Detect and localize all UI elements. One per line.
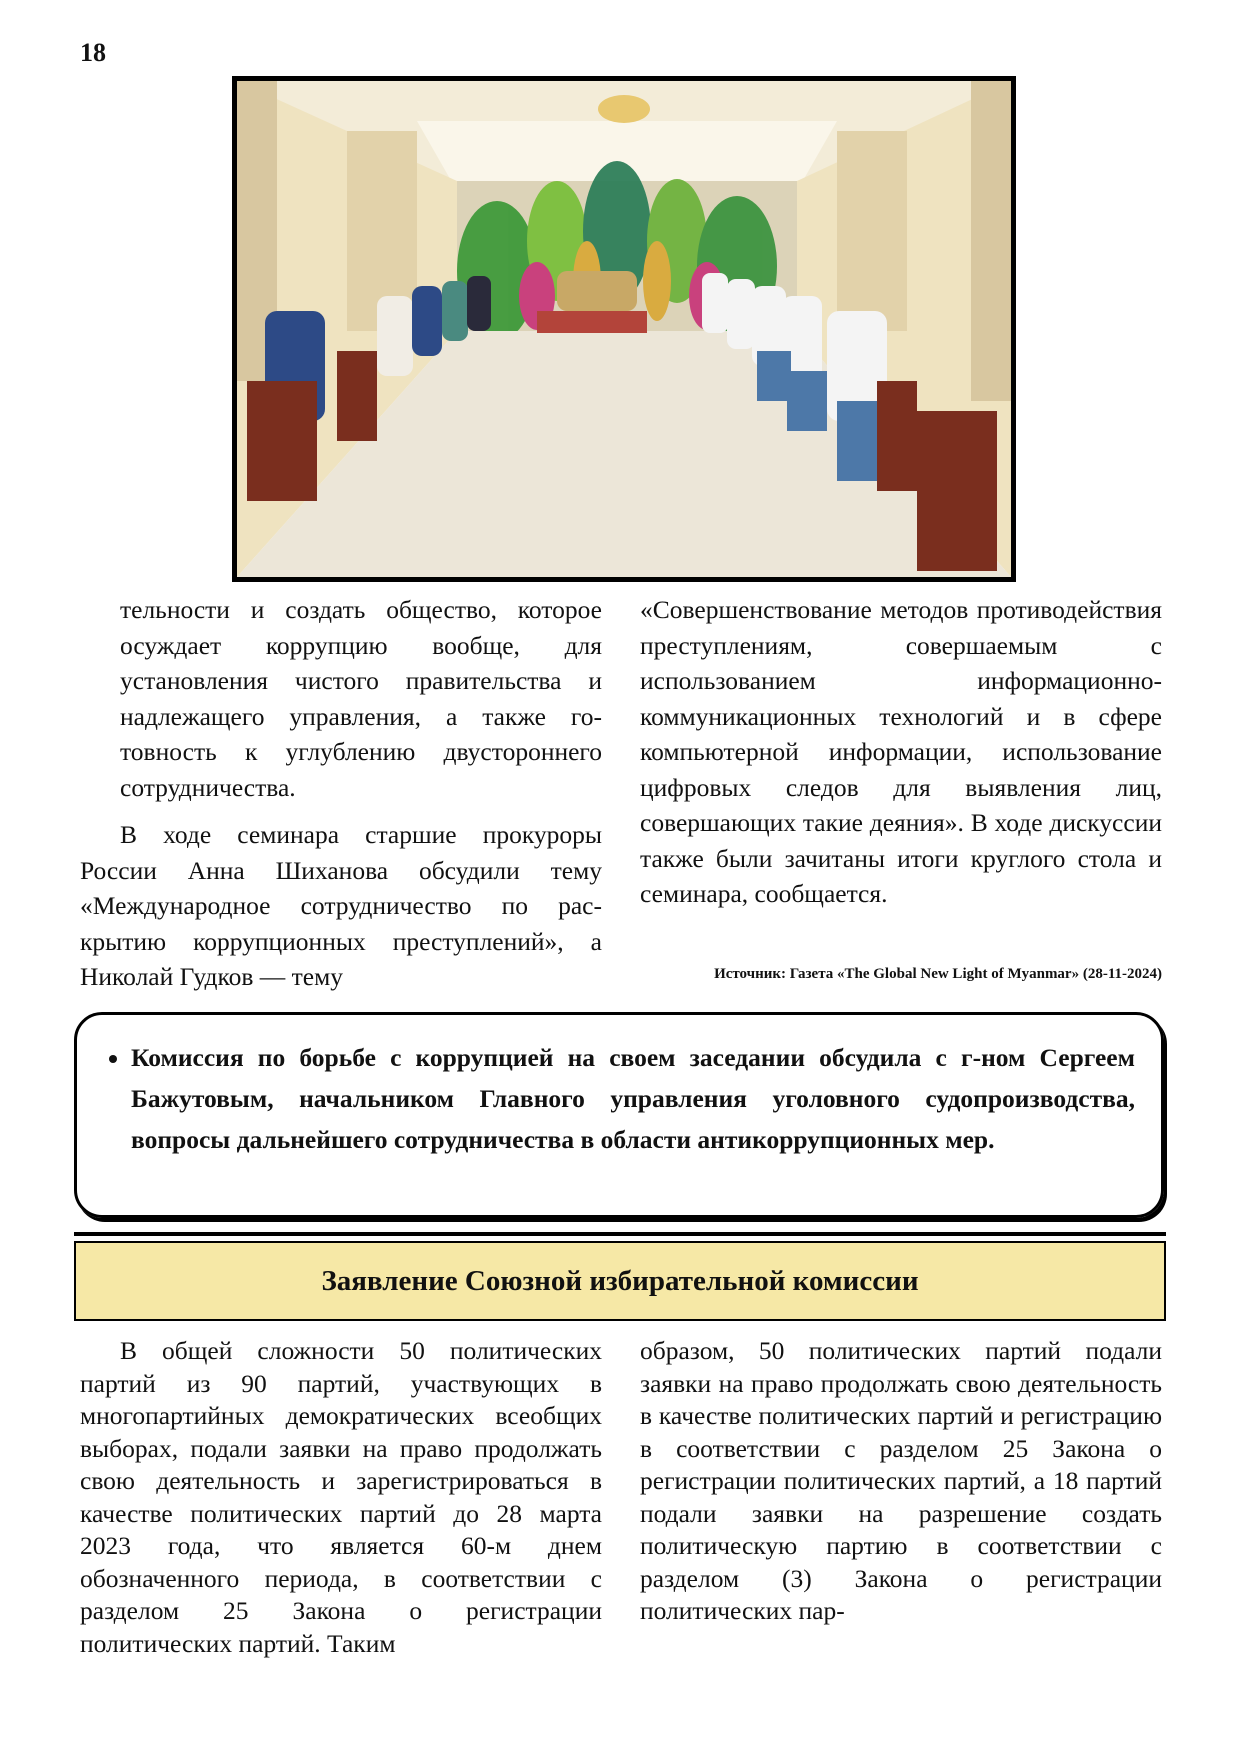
section2-right-column: [640, 1335, 1162, 1628]
meeting-room-photo-icon: [237, 81, 1011, 577]
highlight-box-item: • Комиссия по борьбе с коррупцией на своем заседании обсудила с г-ном Сергеем Бажутовым, начальником Главного управления уголовного судопроизводства, вопросы дальнейшего сотрудничества в области антикоррупционных мер.: [131, 1037, 1135, 1160]
page-number: 18: [80, 38, 106, 67]
section-title: Заявление Союзной избирательной комиссии: [74, 1241, 1166, 1321]
section-divider: [74, 1232, 1166, 1236]
section2-left-paragraph-1: В общей сложности 50 политических партий из 90 партий, участвующих в многопартийных демократических всеобщих выборах, подали заявки на право продолжать свою деятельность и зарегистрироваться в качестве политических партий до 28 марта 2023 года, что является 60-м днем обозначенного периода, в соответствии с разделом 25 Закона о регистрации политических партий. Таким: [80, 1336, 602, 1658]
meeting-photo: [232, 76, 1016, 582]
article1-left-column: [80, 592, 602, 995]
article1-left-paragraph-1: тельности и создать общество, которое осуждает коррупцию вообще, для установления чистого правительства и надлежащего управления, а также готовность к углублению двустороннего сотрудничества.: [120, 595, 602, 802]
section2-right-paragraph-1: образом, 50 политических партий подали заявки на право продолжать свою деятельность в качестве политических партий и регистрацию в соответствии с разделом 25 Закона о регистрации политических партий, а 18 партий подали заявки на разрешение создать политическую партию в соответствии с разделом (3) Закона о регистрации политических пар-: [640, 1336, 1162, 1625]
article1-left-paragraph-2: В ходе семинара старшие прокуроры России Анна Шиханова обсудили тему «Международное сотрудничество по раскрытию коррупционных преступлений», а Николай Гудков — тему: [80, 820, 602, 991]
section2-left-column: [80, 1335, 602, 1660]
article1-right-column: [640, 592, 1162, 912]
article1-source: Источник: Газета «The Global New Light of Myanmar» (28-11-2024): [714, 966, 1162, 982]
highlight-box: [74, 1012, 1164, 1218]
article1-right-paragraph-1: «Совершенствование методов противодействия преступлениям, совершаемым с использованием информационно-коммуникационных технологий и в сфере компьютерной информации, использование цифровых следов для выявления лиц, совершающих такие деяния». В ходе дискуссии также были зачитаны итоги круглого стола и семинара, сообщается.: [640, 595, 1162, 908]
